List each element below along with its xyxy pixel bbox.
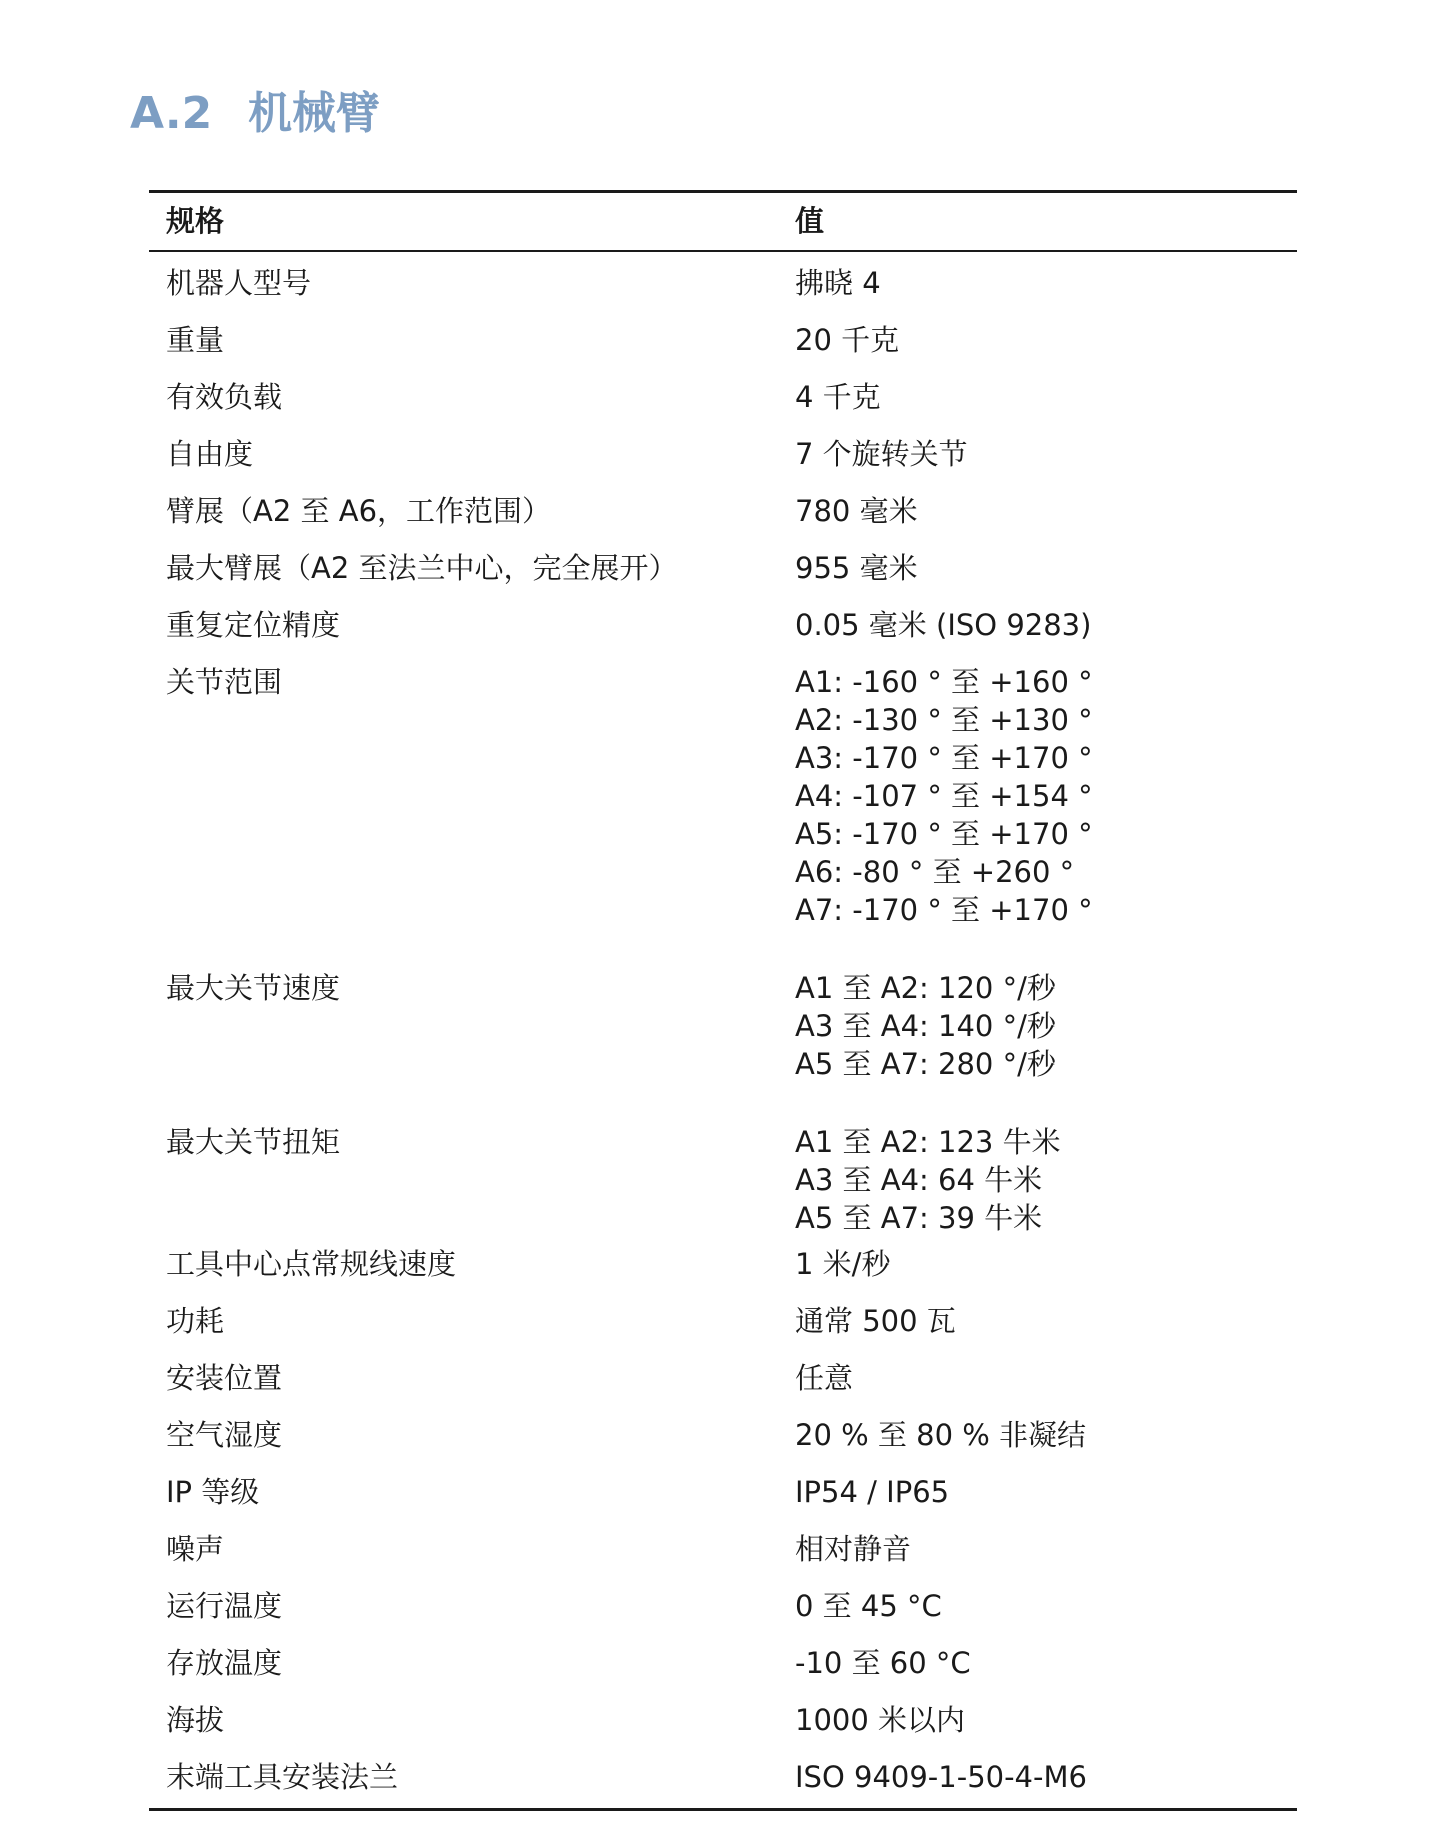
spec-value [795, 1701, 965, 1739]
spec-value [795, 1644, 971, 1682]
table-row [149, 1359, 1297, 1416]
spec-label: 噪声 [166, 1532, 225, 1566]
table-row [149, 1530, 1297, 1587]
table-row [149, 264, 1297, 321]
value-line: 4 千克 [795, 380, 881, 414]
spec-label: 重复定位精度 [166, 608, 341, 642]
header-value-label: 值 [795, 204, 825, 238]
value-line: 通常 500 瓦 [795, 1304, 956, 1338]
value-line: A2: -130 ° 至 +130 ° [795, 703, 1093, 737]
table-row [149, 663, 1297, 969]
value-line: A3 至 A4: 64 牛米 [795, 1163, 1043, 1197]
value-line: 7 个旋转关节 [795, 437, 968, 471]
spec-label: 最大关节扭矩 [166, 1125, 341, 1159]
spec-label: 末端工具安装法兰 [166, 1760, 399, 1794]
table-header-row [149, 190, 1297, 250]
spec-value [795, 321, 899, 359]
spec-label: 关节范围 [166, 665, 283, 699]
spec-value [795, 264, 881, 302]
value-line: A1 至 A2: 120 °/秒 [795, 971, 1056, 1005]
spec-label: 机器人型号 [166, 266, 312, 300]
spec-label: 自由度 [166, 437, 254, 471]
table-row [149, 321, 1297, 378]
spec-label: 运行温度 [166, 1589, 283, 1623]
value-line: 1000 米以内 [795, 1703, 966, 1737]
section-heading [130, 84, 380, 144]
value-line: A5 至 A7: 39 牛米 [795, 1201, 1043, 1235]
table-row [149, 549, 1297, 606]
spec-label: 臂展（A2 至 A6，工作范围） [166, 494, 552, 528]
table-row [149, 492, 1297, 549]
spec-label: 存放温度 [166, 1646, 283, 1680]
spec-value [795, 1473, 949, 1511]
spec-value [795, 1123, 1061, 1237]
spec-value [795, 1758, 1087, 1796]
spec-label: 最大关节速度 [166, 971, 341, 1005]
spec-label: 工具中心点常规线速度 [166, 1247, 457, 1281]
value-line: 20 千克 [795, 323, 900, 357]
spec-value [795, 1245, 890, 1283]
value-line: -10 至 60 °C [795, 1646, 971, 1680]
spec-value [795, 492, 918, 530]
value-line: 相对静音 [795, 1532, 912, 1566]
spec-value [795, 435, 968, 473]
spec-value [795, 1587, 942, 1625]
spec-value [795, 606, 1091, 644]
spec-label: 功耗 [166, 1304, 225, 1338]
table-row [149, 378, 1297, 435]
value-line: A5 至 A7: 280 °/秒 [795, 1047, 1056, 1081]
spec-value [795, 969, 1056, 1083]
table-row [149, 1245, 1297, 1302]
header-spec-label: 规格 [166, 204, 225, 238]
value-line: A4: -107 ° 至 +154 ° [795, 779, 1093, 813]
table-bottom-rule [149, 1808, 1297, 1811]
value-line: 20 % 至 80 % 非凝结 [795, 1418, 1087, 1452]
table-row [149, 1416, 1297, 1473]
table-row [149, 1758, 1297, 1815]
value-line: ISO 9409-1-50-4-M6 [795, 1760, 1087, 1794]
spec-label: 海拔 [166, 1703, 225, 1737]
value-line: A3 至 A4: 140 °/秒 [795, 1009, 1056, 1043]
table-body [149, 264, 1297, 1815]
value-line: A1: -160 ° 至 +160 ° [795, 665, 1093, 699]
spec-label: 重量 [166, 323, 225, 357]
table-row [149, 435, 1297, 492]
value-line: A7: -170 ° 至 +170 ° [795, 893, 1093, 927]
spec-value [795, 1416, 1086, 1454]
spec-label: 空气湿度 [166, 1418, 283, 1452]
value-line: IP54 / IP65 [795, 1475, 950, 1509]
table-row [149, 1123, 1297, 1245]
table-row [149, 1701, 1297, 1758]
spec-value [795, 378, 881, 416]
value-line: 1 米/秒 [795, 1247, 891, 1281]
value-line: 0 至 45 °C [795, 1589, 942, 1623]
spec-value [795, 663, 1093, 929]
value-line: A5: -170 ° 至 +170 ° [795, 817, 1093, 851]
table-row [149, 606, 1297, 663]
section-title: 机械臂 [248, 88, 380, 139]
table-row [149, 1302, 1297, 1359]
value-line: A6: -80 ° 至 +260 ° [795, 855, 1075, 889]
table-row [149, 1587, 1297, 1644]
spec-label: 安装位置 [166, 1361, 283, 1395]
spec-value [795, 1359, 853, 1397]
table-header-rule [149, 250, 1297, 252]
value-line: A3: -170 ° 至 +170 ° [795, 741, 1093, 775]
spec-value [795, 549, 918, 587]
value-line: 0.05 毫米 (ISO 9283) [795, 608, 1092, 642]
spec-label: 最大臂展（A2 至法兰中心，完全展开） [166, 551, 678, 585]
value-line: 拂晓 4 [795, 266, 881, 300]
section-number: A.2 [130, 88, 213, 139]
table-row [149, 1473, 1297, 1530]
value-line: 955 毫米 [795, 551, 918, 585]
spec-value [795, 1530, 911, 1568]
table-row [149, 1644, 1297, 1701]
value-line: 任意 [795, 1361, 854, 1395]
value-line: 780 毫米 [795, 494, 918, 528]
spec-value [795, 1302, 956, 1340]
spec-label: 有效负载 [166, 380, 283, 414]
spec-label: IP 等级 [166, 1475, 260, 1509]
value-line: A1 至 A2: 123 牛米 [795, 1125, 1061, 1159]
table-row [149, 969, 1297, 1123]
